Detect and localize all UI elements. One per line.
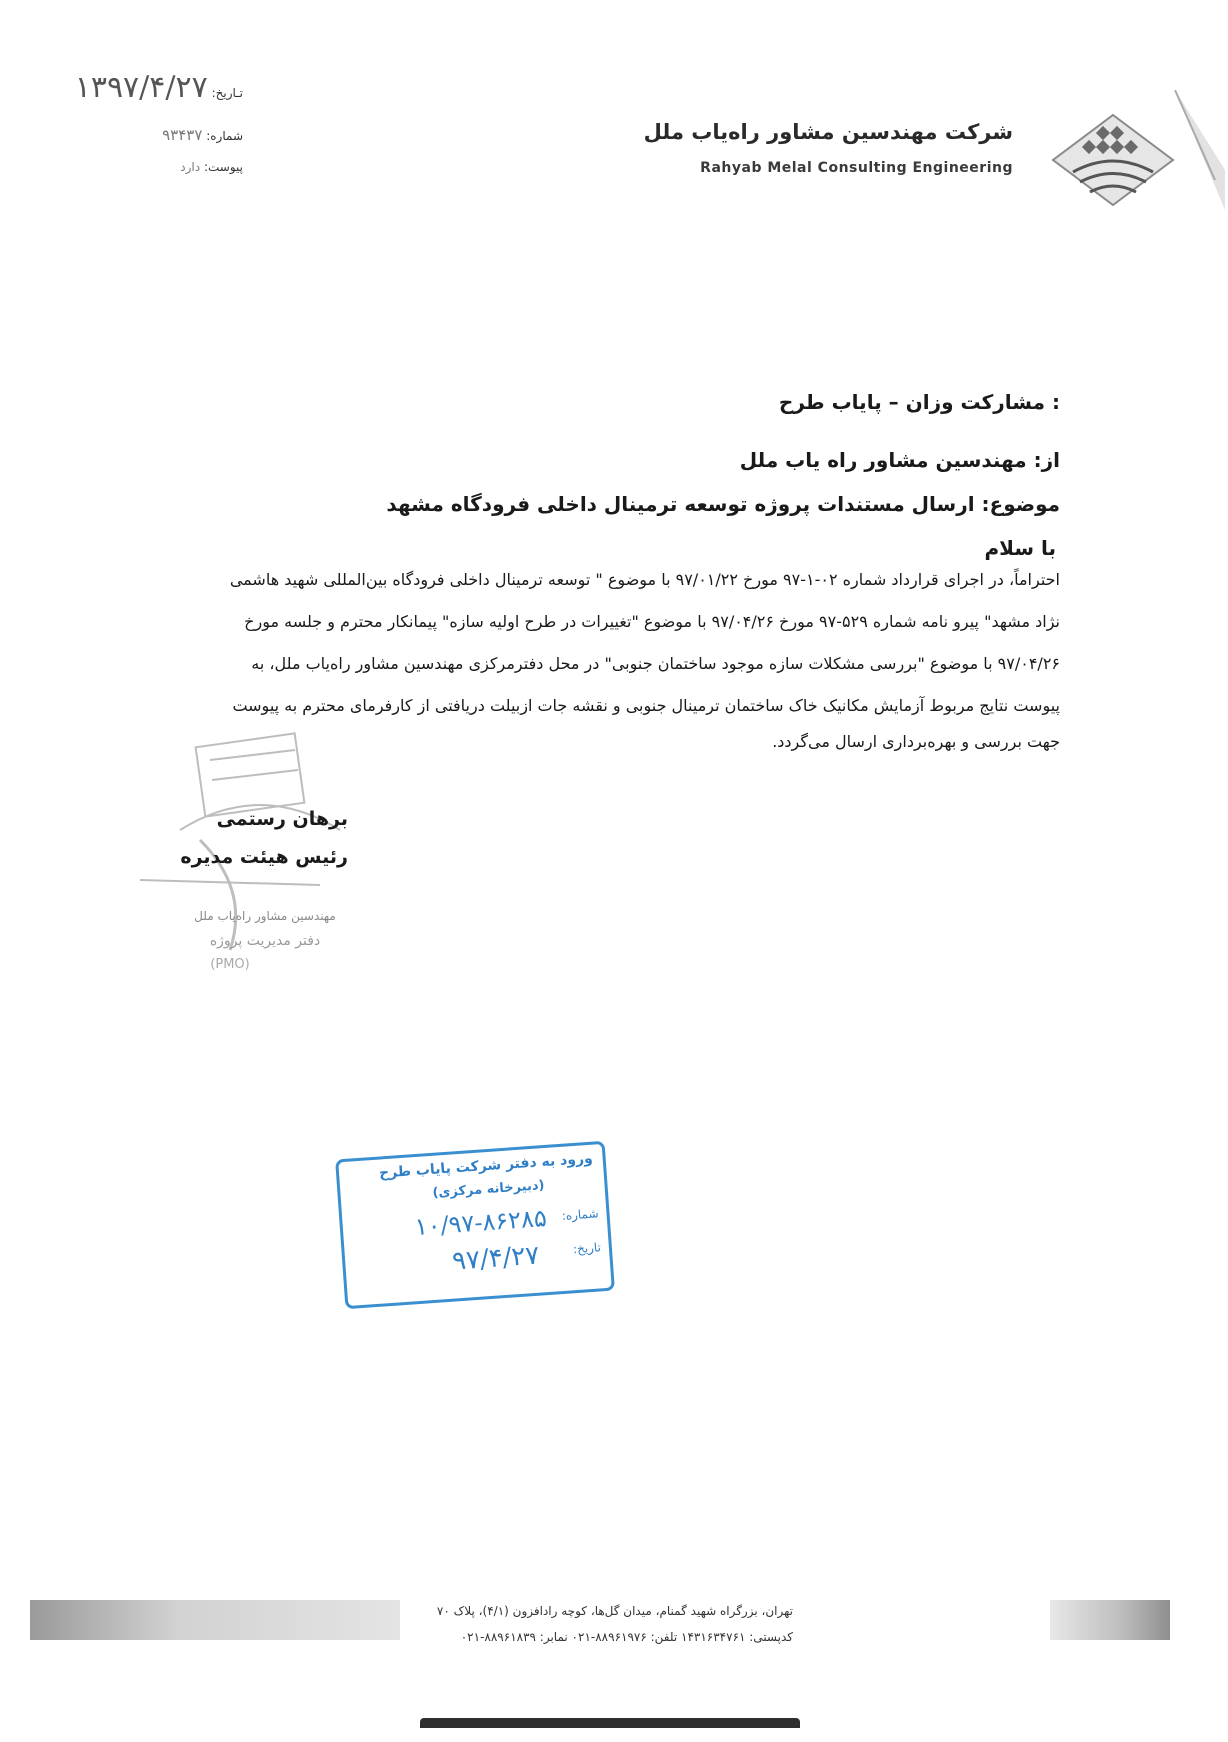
attachment-row <box>180 160 243 174</box>
stamp-number-label: شماره: <box>561 1206 599 1223</box>
number-value: ۹۳۴۳۷ <box>162 126 203 144</box>
seal-text-2: دفتر مدیریت پروژه <box>209 933 321 949</box>
signatory-name: برهان رستمی <box>216 808 348 830</box>
seal-text-1: مهندسین مشاور راه‌یاب ملل <box>194 909 336 923</box>
signatory-title: رئیس هیئت مدیره <box>180 846 348 868</box>
number-label: شماره: <box>206 129 243 143</box>
from-line: از: مهندسین مشاور راه یاب ملل <box>739 448 1060 472</box>
page-corner-shadow-icon <box>1170 90 1225 210</box>
body-line: احتراماً، در اجرای قرارداد شماره ۰۲-۱-۹۷ مورخ ۹۷/۰۱/۲۲ با موضوع " توسعه ترمینال داخلی فرودگاه بین‌المللی شهید هاشمی <box>229 570 1060 589</box>
body-line: جهت بررسی و بهره‌برداری ارسال می‌گردد. <box>772 732 1060 751</box>
body-line: ۹۷/۰۴/۲۶ با موضوع "بررسی مشکلات سازه موجود ساختمان جنوبی" در محل دفترمرکزی مهندسین مشاور راه‌یاب ملل، به <box>251 654 1060 673</box>
attachment-label: پیوست: <box>203 160 243 174</box>
footer-strip <box>420 1718 800 1728</box>
footer-decor-bar-left <box>30 1600 400 1640</box>
company-logo-icon <box>1048 110 1178 210</box>
stamp-number-value: ۱۰/۹۷-۸۶۲۸۵ <box>413 1204 548 1242</box>
footer-decor-bar-right <box>1050 1600 1170 1640</box>
stamp-line-2: (دبیرخانه مرکزی) <box>432 1178 545 1201</box>
stamp-date-label: تاریخ: <box>572 1240 602 1257</box>
body-line: پیوست نتایج مربوط آزمایش مکانیک خاک ساختمان ترمینال جنوبی و نقشه جات ازبیلت دریافتی از کارفرمای محترم به پیوست <box>232 696 1060 715</box>
stamp-date-value: ۹۷/۴/۲۷ <box>451 1240 541 1277</box>
greeting: با سلام <box>984 536 1056 560</box>
company-name-persian: شرکت مهندسین مشاور راه‌یاب ملل <box>643 120 1013 144</box>
recipient-line: : مشارکت وزان – پایاب طرح <box>778 390 1060 414</box>
seal-text-3: (PMO) <box>210 957 250 972</box>
date-row <box>75 70 243 105</box>
footer-address: تهران، بزرگراه شهید گمنام، میدان گل‌ها، کوچه رادافزون (۴/۱)، پلاک ۷۰ <box>436 1604 793 1618</box>
attachment-value: دارد <box>180 160 201 174</box>
date-value: ۱۳۹۷/۴/۲۷ <box>74 70 208 105</box>
date-label: تـاریخ: <box>211 86 243 100</box>
subject-line: موضوع: ارسال مستندات پروژه توسعه ترمینال داخلی فرودگاه مشهد <box>386 492 1060 516</box>
body-line: نژاد مشهد" پیرو نامه شماره ۵۲۹-۹۷ مورخ ۹۷/۰۴/۲۶ با موضوع "تغییرات در طرح اولیه سازه" پیمانکار محترم و جلسه مورخ <box>244 612 1060 631</box>
footer-contact: کدپستی: ۱۴۳۱۶۳۴۷۶۱ تلفن: ۸۸۹۶۱۹۷۶-۰۲۱ نمابر: ۸۸۹۶۱۸۳۹-۰۲۱ <box>460 1630 793 1644</box>
received-stamp <box>335 1141 615 1309</box>
number-row <box>162 126 243 144</box>
company-name-english: Rahyab Melal Consulting Engineering <box>700 160 1013 176</box>
stamp-line-1: ورود به دفتر شرکت پایاب طرح <box>378 1150 594 1182</box>
